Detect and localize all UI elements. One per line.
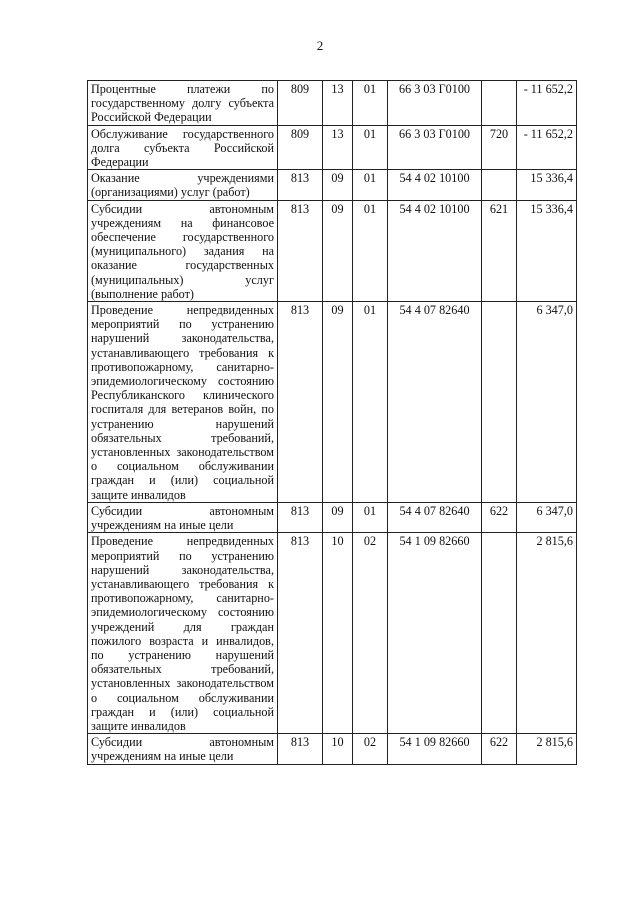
ministry-code-cell: 813: [278, 170, 323, 200]
amount-cell: 15 336,4: [517, 170, 577, 200]
section-code-cell: 10: [323, 533, 353, 734]
subsection-code-cell: 01: [353, 302, 388, 503]
expense-type-cell: 720: [482, 125, 517, 170]
section-code-cell: 13: [323, 81, 353, 126]
ministry-code-cell: 813: [278, 200, 323, 301]
target-article-cell: 54 4 07 82640: [388, 302, 482, 503]
subsection-code-cell: 01: [353, 502, 388, 532]
expense-name-cell: Обслуживание государственного долга субъекта Российской Федерации: [88, 125, 278, 170]
target-article-cell: 54 1 09 82660: [388, 533, 482, 734]
table-row: [88, 81, 577, 126]
expense-name-cell: Субсидии автономным учреждениям на иные цели: [88, 734, 278, 764]
amount-cell: - 11 652,2: [517, 81, 577, 126]
table-row: [88, 734, 577, 764]
expense-type-cell: [482, 302, 517, 503]
target-article-cell: 54 4 02 10100: [388, 200, 482, 301]
expense-name-cell: Проведение непредвиденных мероприятий по устранению нарушений законодательства, устанавливающего требования к противопожарному, санитарно-эпидемиологическому состоянию Республиканского клинического госпиталя для ветеранов войн, по устранению нарушений обязательных требований, установленных законодательством о социальном обслуживании граждан и (или) социальной защите инвалидов: [88, 302, 278, 503]
amount-cell: - 11 652,2: [517, 125, 577, 170]
ministry-code-cell: 813: [278, 533, 323, 734]
ministry-code-cell: 813: [278, 302, 323, 503]
subsection-code-cell: 02: [353, 734, 388, 764]
page-number: 2: [316, 38, 324, 53]
section-code-cell: 10: [323, 734, 353, 764]
expense-name-cell: Субсидии автономным учреждениям на финансовое обеспечение государственного (муниципального) задания на оказание государственных (муниципальных) услуг (выполнение работ): [88, 200, 278, 301]
target-article-cell: 66 3 03 Г0100: [388, 125, 482, 170]
subsection-code-cell: 01: [353, 81, 388, 126]
subsection-code-cell: 01: [353, 170, 388, 200]
expense-type-cell: 622: [482, 502, 517, 532]
expense-name-cell: Проведение непредвиденных мероприятий по устранению нарушений законодательства, устанавливающего требования к противопожарному, санитарно-эпидемиологическому состоянию учреждений для граждан пожилого возраста и инвалидов, по устранению нарушений обязательных требований, установленных законодательством о социальном обслуживании граждан и (или) социальной защите инвалидов: [88, 533, 278, 734]
ministry-code-cell: 813: [278, 734, 323, 764]
target-article-cell: 54 4 02 10100: [388, 170, 482, 200]
section-code-cell: 09: [323, 170, 353, 200]
table-row: [88, 302, 577, 503]
amount-cell: 6 347,0: [517, 502, 577, 532]
amount-cell: 2 815,6: [517, 734, 577, 764]
amount-cell: 2 815,6: [517, 533, 577, 734]
subsection-code-cell: 01: [353, 125, 388, 170]
table-row: [88, 200, 577, 301]
expense-name-cell: Субсидии автономным учреждениям на иные цели: [88, 502, 278, 532]
subsection-code-cell: 02: [353, 533, 388, 734]
amount-cell: 6 347,0: [517, 302, 577, 503]
section-code-cell: 13: [323, 125, 353, 170]
target-article-cell: 54 4 07 82640: [388, 502, 482, 532]
subsection-code-cell: 01: [353, 200, 388, 301]
expense-type-cell: 622: [482, 734, 517, 764]
section-code-cell: 09: [323, 302, 353, 503]
expense-type-cell: [482, 533, 517, 734]
expense-name-cell: Оказание учреждениями (организациями) услуг (работ): [88, 170, 278, 200]
table-row: [88, 533, 577, 734]
table-row: [88, 502, 577, 532]
table-row: [88, 125, 577, 170]
expense-name-cell: Процентные платежи по государственному долгу субъекта Российской Федерации: [88, 81, 278, 126]
expense-type-cell: [482, 81, 517, 126]
amount-cell: 15 336,4: [517, 200, 577, 301]
section-code-cell: 09: [323, 502, 353, 532]
budget-table: [87, 80, 577, 765]
section-code-cell: 09: [323, 200, 353, 301]
target-article-cell: 54 1 09 82660: [388, 734, 482, 764]
ministry-code-cell: 809: [278, 125, 323, 170]
expense-type-cell: [482, 170, 517, 200]
expense-type-cell: 621: [482, 200, 517, 301]
table-row: [88, 170, 577, 200]
target-article-cell: 66 3 03 Г0100: [388, 81, 482, 126]
ministry-code-cell: 813: [278, 502, 323, 532]
ministry-code-cell: 809: [278, 81, 323, 126]
